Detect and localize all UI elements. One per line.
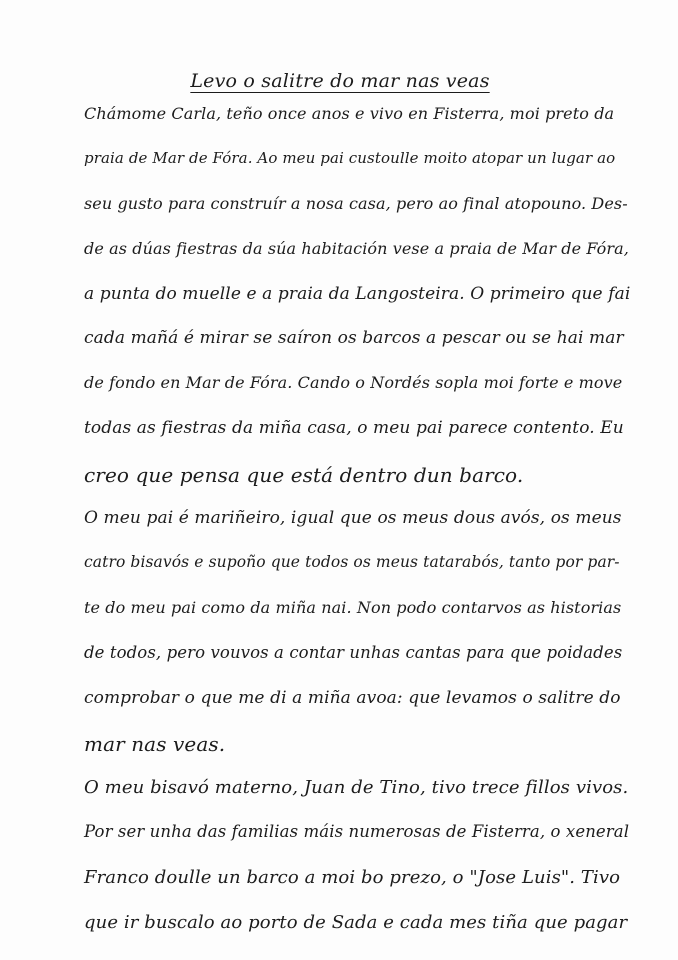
- text-line: de fondo en Mar de Fóra. Cando o Nordés sopla moi forte e move: [84, 373, 623, 392]
- text-line: comprobar o que me di a miña avoa: que levamos o salitre do: [84, 688, 621, 708]
- text-line: de todos, pero vouvos a contar unhas cantas para que poidades: [84, 643, 623, 662]
- text-line: Franco doulle un barco a moi bo prezo, o "Jose Luis". Tivo: [84, 867, 621, 888]
- text-line: mar nas veas.: [84, 732, 226, 756]
- text-line: todas as fiestras da miña casa, o meu pai parece contento. Eu: [84, 418, 624, 438]
- text-line: Por ser unha das familias máis numerosas de Fisterra, o xeneral: [84, 822, 630, 841]
- text-line: O meu bisavó materno, Juan de Tino, tivo trece fillos vivos.: [84, 777, 629, 798]
- text-line: te do meu pai como da miña nai. Non podo contarvos as historias: [84, 598, 622, 617]
- text-line: cada mañá é mirar se saíron os barcos a pescar ou se hai mar: [84, 328, 624, 348]
- text-line: creo que pensa que está dentro dun barco.: [84, 463, 524, 487]
- text-line: O meu pai é mariñeiro, igual que os meus dous avós, os meus: [84, 508, 622, 528]
- page-title: Levo o salitre do mar nas veas: [190, 70, 490, 92]
- text-line: que ir buscalo ao porto de Sada e cada mes tiña que pagar: [84, 912, 628, 933]
- text-line: praia de Mar de Fóra. Ao meu pai custoulle moito atopar un lugar ao: [84, 149, 616, 167]
- text-line: a punta do muelle e a praia da Langosteira. O primeiro que fai: [84, 284, 631, 304]
- text-line: Chámome Carla, teño once anos e vivo en Fisterra, moi preto da: [84, 104, 615, 123]
- text-line: seu gusto para construír a nosa casa, pero ao final atopouno. Des-: [84, 194, 628, 213]
- text-line: de as dúas fiestras da súa habitación vese a praia de Mar de Fóra,: [84, 239, 629, 258]
- text-line: catro bisavós e supoño que todos os meus tatarabós, tanto por par-: [84, 553, 620, 571]
